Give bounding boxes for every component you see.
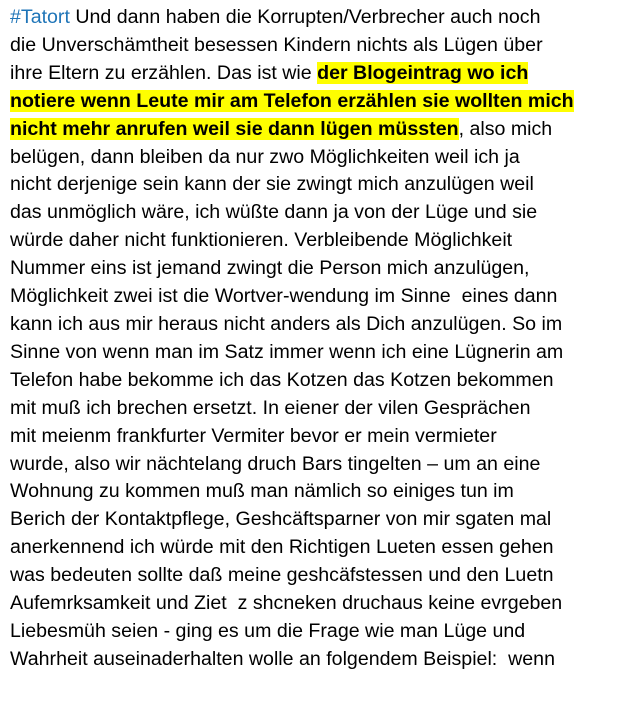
text-line: Sinne von wenn man im Satz immer wenn ich eine Lügnerin am	[10, 340, 564, 363]
text-line: kann ich aus mir heraus nicht anders als Dich anzulügen. So im	[10, 312, 563, 335]
text-segment: , also mich	[458, 117, 553, 140]
text-line: Möglichkeit zwei ist die Wortver-wendung im Sinne eines dann	[10, 285, 558, 308]
text-segment: ihre Eltern zu erzählen. Das ist wie	[10, 61, 318, 84]
text-line: würde daher nicht funktionieren. Verbleibende Möglichkeit	[10, 229, 513, 252]
highlighted-text: nicht mehr anrufen weil sie dann lügen müssten	[10, 117, 459, 140]
text-line: das unmöglich wäre, ich wüßte dann ja von der Lüge und sie	[10, 201, 538, 224]
text-line: Wahrheit auseinaderhalten wolle an folgendem Beispiel: wenn	[10, 647, 555, 670]
text-line: Wohnung zu kommen muß man nämlich so einiges tun im	[10, 480, 514, 503]
text-line: Berich der Kontaktpflege, Geshcäftsparner von mir sgaten mal	[10, 508, 552, 531]
text-line: Telefon habe bekomme ich das Kotzen das Kotzen bekommen	[10, 368, 554, 391]
highlighted-text: notiere wenn Leute mir am Telefon erzählen sie wollten mich	[10, 89, 574, 112]
text-line: anerkennend ich würde mit den Richtigen Lueten essen gehen	[10, 536, 554, 559]
text-line: nicht derjenige sein kann der sie zwingt mich anzulügen weil	[10, 173, 534, 196]
text-line	[10, 116, 640, 144]
hashtag-link[interactable]: #Tatort	[10, 6, 70, 28]
text-line	[10, 88, 640, 116]
text-line	[10, 60, 640, 88]
text-line: Aufemrksamkeit und Ziet z shcneken druchaus keine evrgeben	[10, 592, 563, 615]
text-segment: Und dann haben die Korrupten/Verbrecher auch noch	[69, 6, 541, 28]
text-line: was bedeuten sollte daß meine geshcäfstessen und den Luetn	[10, 564, 554, 587]
highlighted-text: der Blogeintrag wo ich	[317, 61, 529, 84]
text-line	[10, 4, 640, 32]
text-line: mit meienm frankfurter Vermiter bevor er mein vermieter	[10, 424, 497, 447]
text-line: Liebesmüh seien - ging es um die Frage wie man Lüge und	[10, 619, 526, 642]
text-line: die Unverschämtheit besessen Kindern nichts als Lügen über	[10, 33, 543, 56]
text-line: belügen, dann bleiben da nur zwo Möglichkeiten weil ich ja	[10, 145, 520, 168]
text-line: wurde, also wir nächtelang druch Bars tingelten – um an eine	[10, 452, 541, 475]
text-line: Nummer eins ist jemand zwingt die Person mich anzulügen,	[10, 257, 530, 280]
text-line: mit muß ich brechen ersetzt. In eiener der vilen Gesprächen	[10, 396, 531, 419]
